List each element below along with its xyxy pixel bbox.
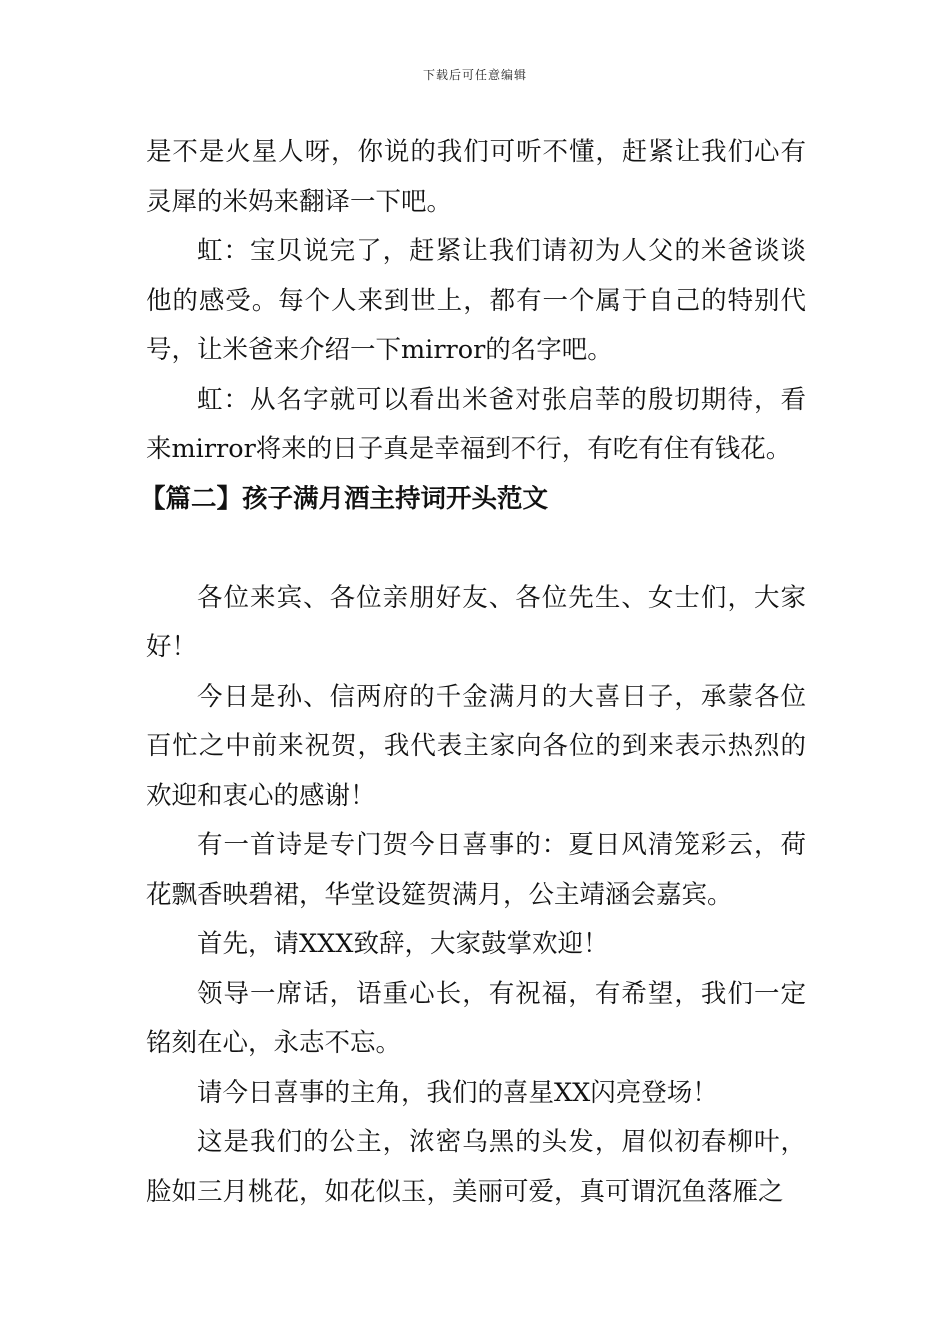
paragraph: 各位来宾、各位亲朋好友、各位先生、女士们，大家好！ <box>146 582 806 662</box>
paragraph: 请今日喜事的主角，我们的喜星XX闪亮登场！ <box>197 1077 718 1108</box>
paragraph: 这是我们的公主，浓密乌黑的头发，眉似初春柳叶，脸如三月桃花，如花似玉，美丽可爱，真可谓沉鱼落雁之 <box>146 1127 806 1207</box>
paragraph: 虹：宝贝说完了，赶紧让我们请初为人父的米爸谈谈他的感受。每个人来到世上，都有一个属于自己的特别代号，让米爸来介绍一下mirror的名字吧。 <box>146 236 806 365</box>
paragraph: 虹：从名字就可以看出米爸对张启莘的殷切期待，看来mirror将来的日子真是幸福到不行，有吃有住有钱花。 <box>146 384 806 464</box>
paragraph: 今日是孙、信两府的千金满月的大喜日子，承蒙各位百忙之中前来祝贺，我代表主家向各位的到来表示热烈的欢迎和衷心的感谢！ <box>146 681 806 811</box>
blank-line <box>146 524 806 574</box>
header-note: 下载后可任意编辑 <box>422 68 527 82</box>
paragraph: 领导一席话，语重心长，有祝福，有希望，我们一定铭刻在心，永志不忘。 <box>146 978 806 1058</box>
section-title: 【篇二】孩子满月酒主持词开头范文 <box>140 483 549 514</box>
paragraph: 有一首诗是专门贺今日喜事的：夏日风清笼彩云，荷花飘香映碧裙，华堂设筵贺满月，公主靖涵会嘉宾。 <box>146 830 806 910</box>
document-body <box>140 128 806 1217</box>
paragraph: 首先，请XXX致辞，大家鼓掌欢迎！ <box>197 929 609 959</box>
paragraph: 是不是火星人呀，你说的我们可听不懂，赶紧让我们心有灵犀的米妈来翻译一下吧。 <box>146 137 806 217</box>
